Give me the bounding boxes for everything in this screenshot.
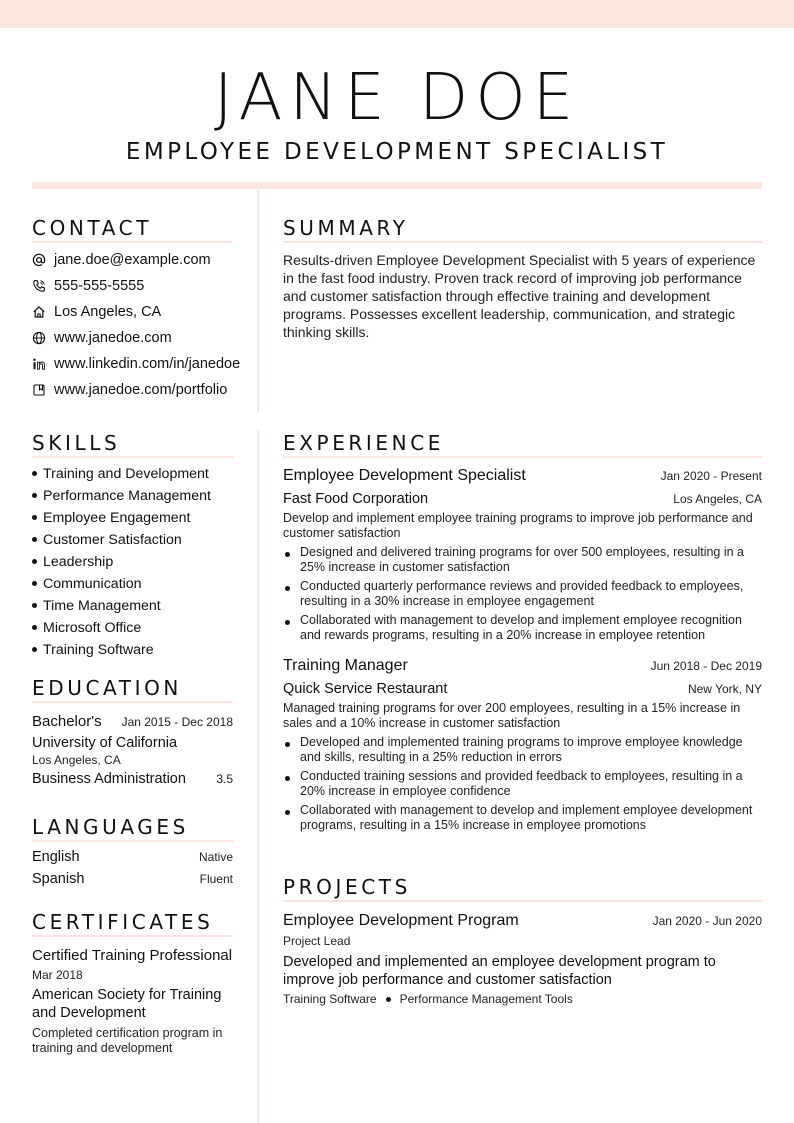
job-dates: Jan 2020 - Present <box>660 469 762 483</box>
job-title-heading: EMPLOYEE DEVELOPMENT SPECIALIST <box>125 139 669 165</box>
summary-section <box>283 216 762 341</box>
education-location: Los Angeles, CA <box>32 753 121 767</box>
contact-location-text: Los Angeles, CA <box>54 304 162 320</box>
skill-item <box>32 463 233 485</box>
phone-icon <box>32 279 46 293</box>
experience-section <box>283 431 762 837</box>
project-name: Employee Development Program <box>283 912 519 929</box>
job-dates: Jun 2018 - Dec 2019 <box>650 659 762 673</box>
job-bullet: Designed and delivered training programs for over 500 employees, resulting in a 25% increase in customer satisfaction <box>283 545 762 575</box>
languages-heading: LANGUAGES <box>32 815 233 842</box>
job-title: Training Manager <box>283 657 408 674</box>
experience-heading: EXPERIENCE <box>283 431 762 458</box>
job-description: Managed training programs for over 200 employees, resulting in a 15% increase in sales and a 10% increase in customer satisfaction <box>283 701 741 730</box>
project-tool: Performance Management Tools <box>399 992 573 1006</box>
skill-label: Microsoft Office <box>43 620 142 636</box>
job-bullets <box>283 735 762 833</box>
job-location: New York, NY <box>687 682 762 696</box>
education-heading: EDUCATION <box>32 676 233 703</box>
skill-label: Training and Development <box>43 466 209 482</box>
certificate-description: Completed certification program in training and development <box>32 1026 223 1055</box>
job-company: Quick Service Restaurant <box>283 681 448 697</box>
projects-section <box>283 875 762 1006</box>
job-bullet: Developed and implemented training programs to improve employee knowledge and skills, resulting in a 25% reduction in errors <box>283 735 762 765</box>
education-degree: Bachelor's <box>32 713 102 730</box>
education-dates: Jan 2015 - Dec 2018 <box>121 715 233 729</box>
contact-linkedin-text: www.linkedin.com/in/janedoe <box>54 356 241 372</box>
bullet-dot <box>32 515 37 520</box>
skill-item <box>32 617 233 639</box>
project-dates: Jan 2020 - Jun 2020 <box>652 914 762 928</box>
job-bullet: Conducted training sessions and provided feedback to employees, resulting in a 20% increase in employee confidence <box>283 769 762 799</box>
portfolio-icon <box>32 383 46 397</box>
language-level: Fluent <box>199 872 233 886</box>
education-gpa: 3.5 <box>216 772 233 786</box>
bullet-dot <box>32 537 37 542</box>
contact-email[interactable] <box>32 247 233 273</box>
job-company: Fast Food Corporation <box>283 491 429 507</box>
skill-item <box>32 507 233 529</box>
job-title: Employee Development Specialist <box>283 467 526 484</box>
education-field: Business Administration <box>32 771 186 787</box>
project-tools <box>283 992 762 1006</box>
job-bullets <box>283 545 762 643</box>
projects-heading: PROJECTS <box>283 875 762 902</box>
skill-label: Time Management <box>43 598 161 614</box>
education-school: University of California <box>32 735 178 751</box>
bullet-dot <box>32 603 37 608</box>
project-description: Developed and implemented an employee development program to improve job performance and customer satisfaction <box>283 954 716 988</box>
summary-heading: SUMMARY <box>283 216 762 243</box>
bullet-dot <box>32 581 37 586</box>
column-divider-bottom <box>257 430 259 1123</box>
column-divider-top <box>257 190 259 412</box>
language-name: English <box>32 849 80 865</box>
contact-section <box>32 216 241 403</box>
skill-label: Training Software <box>43 642 154 658</box>
skill-item <box>32 551 233 573</box>
contact-heading: CONTACT <box>32 216 232 243</box>
skill-label: Communication <box>43 576 142 592</box>
skills-heading: SKILLS <box>32 431 233 458</box>
skill-label: Leadership <box>43 554 114 570</box>
linkedin-icon <box>32 357 46 371</box>
certificate-issuer: American Society for Training and Development <box>32 987 222 1021</box>
skills-section <box>32 431 233 661</box>
job-entry <box>283 466 762 643</box>
skill-item <box>32 573 233 595</box>
language-name: Spanish <box>32 871 85 887</box>
bullet-dot <box>386 997 391 1002</box>
skill-item <box>32 639 233 661</box>
job-description: Develop and implement employee training programs to improve job performance and customer satisfaction <box>283 511 753 540</box>
contact-phone-text: 555-555-5555 <box>54 278 145 294</box>
at-icon <box>32 253 46 267</box>
language-row <box>32 871 233 893</box>
summary-text: Results-driven Employee Development Specialist with 5 years of experience in the fast food industry. Proven track record of improving job performance and customer satisfaction through effective training and development programs. Possesses excellent leadership, communication, and strategic thinking skills. <box>283 252 756 340</box>
bullet-dot <box>32 647 37 652</box>
contact-portfolio-text: www.janedoe.com/portfolio <box>54 382 228 398</box>
project-tool: Training Software <box>283 992 377 1006</box>
globe-icon <box>32 331 46 345</box>
job-entry <box>283 656 762 833</box>
top-accent-bar <box>0 0 794 28</box>
job-bullet: Collaborated with management to develop and implement employee recognition and rewards programs, resulting in a 20% increase in employee retention <box>283 613 762 643</box>
job-bullet: Collaborated with management to develop and implement employee development programs, resulting in a 15% increase in employee promotions <box>283 803 762 833</box>
skill-label: Customer Satisfaction <box>43 532 182 548</box>
contact-email-text: jane.doe@example.com <box>54 252 211 268</box>
education-section <box>32 676 233 787</box>
language-level: Native <box>198 850 233 864</box>
contact-website[interactable] <box>32 325 233 351</box>
job-bullet: Conducted quarterly performance reviews and provided feedback to employees, resulting in a 30% increase in employee engagement <box>283 579 762 609</box>
bullet-dot <box>32 471 37 476</box>
contact-portfolio[interactable] <box>32 377 233 403</box>
contact-phone[interactable] <box>32 273 233 299</box>
skill-item <box>32 485 233 507</box>
contact-linkedin[interactable] <box>32 351 241 377</box>
project-role: Project Lead <box>283 934 351 948</box>
contact-location <box>32 299 233 325</box>
home-icon <box>32 305 46 319</box>
certificates-heading: CERTIFICATES <box>32 910 233 937</box>
contact-website-text: www.janedoe.com <box>54 330 172 346</box>
skill-item <box>32 595 233 617</box>
skill-label: Employee Engagement <box>43 510 191 526</box>
skill-label: Performance Management <box>43 488 211 504</box>
job-location: Los Angeles, CA <box>673 492 762 506</box>
header-divider <box>32 182 762 189</box>
bullet-dot <box>32 493 37 498</box>
bullet-dot <box>32 625 37 630</box>
certificates-section <box>32 910 233 1056</box>
certificate-name: Certified Training Professional <box>32 947 233 964</box>
bullet-dot <box>32 559 37 564</box>
candidate-name: JANE DOE <box>213 61 581 135</box>
languages-section <box>32 815 233 893</box>
certificate-date: Mar 2018 <box>32 968 83 982</box>
skill-item <box>32 529 233 551</box>
language-row <box>32 849 233 871</box>
